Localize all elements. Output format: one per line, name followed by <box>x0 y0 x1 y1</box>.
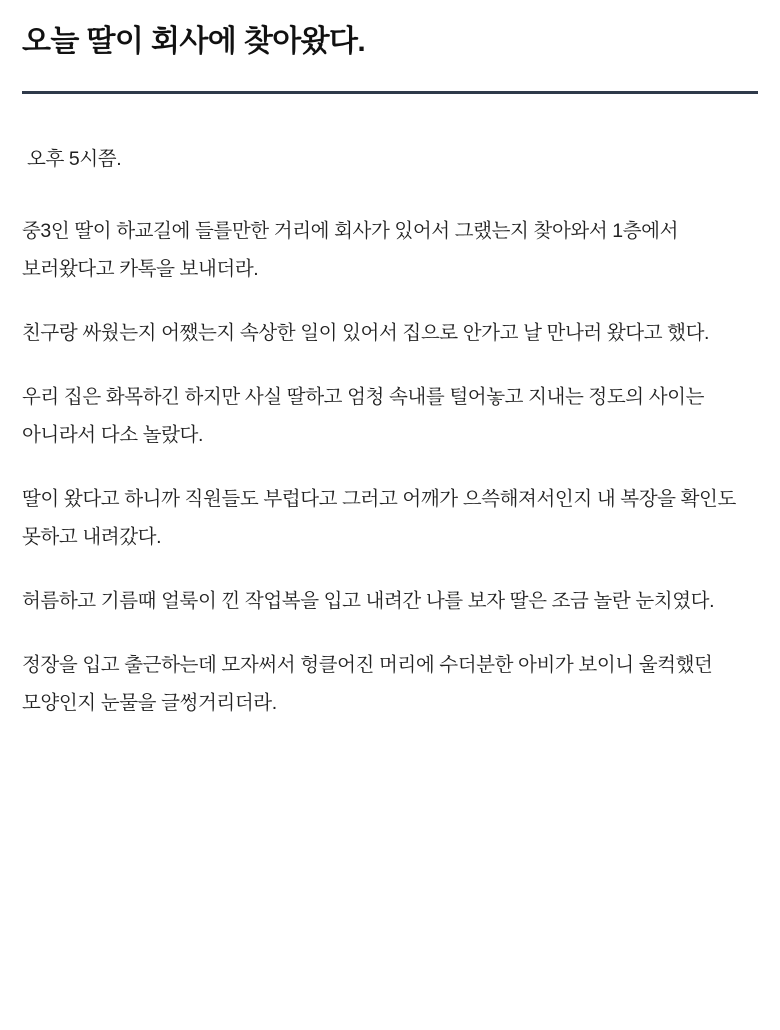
paragraph: 우리 집은 화목하긴 하지만 사실 딸하고 엄청 속내를 털어놓고 지내는 정도의 사이는 아니라서 다소 놀랐다. <box>22 386 710 447</box>
paragraph: 오후 5시쯤. <box>22 148 122 170</box>
paragraph: 허름하고 기름때 얼룩이 낀 작업복을 입고 내려간 나를 보자 딸은 조금 놀란 눈치였다. <box>22 590 715 613</box>
paragraph: 친구랑 싸웠는지 어쨌는지 속상한 일이 있어서 집으로 안가고 날 만나러 왔다고 했다. <box>22 322 710 345</box>
paragraph: 중3인 딸이 하교길에 들를만한 거리에 회사가 있어서 그랬는지 찾아와서 1층에서 보러왔다고 카톡을 보내더라. <box>22 220 684 281</box>
article-body <box>22 140 758 722</box>
page-title: 오늘 딸이 회사에 찾아왔다. <box>22 25 366 58</box>
paragraph: 정장을 입고 출근하는데 모자써서 헝클어진 머리에 수더분한 아비가 보이니 울컥했던 모양인지 눈물을 글썽거리더라. <box>22 654 718 715</box>
title-divider <box>22 91 758 94</box>
paragraph: 딸이 왔다고 하니까 직원들도 부럽다고 그러고 어깨가 으쓱해져서인지 내 복장을 확인도 못하고 내려갔다. <box>22 488 741 549</box>
